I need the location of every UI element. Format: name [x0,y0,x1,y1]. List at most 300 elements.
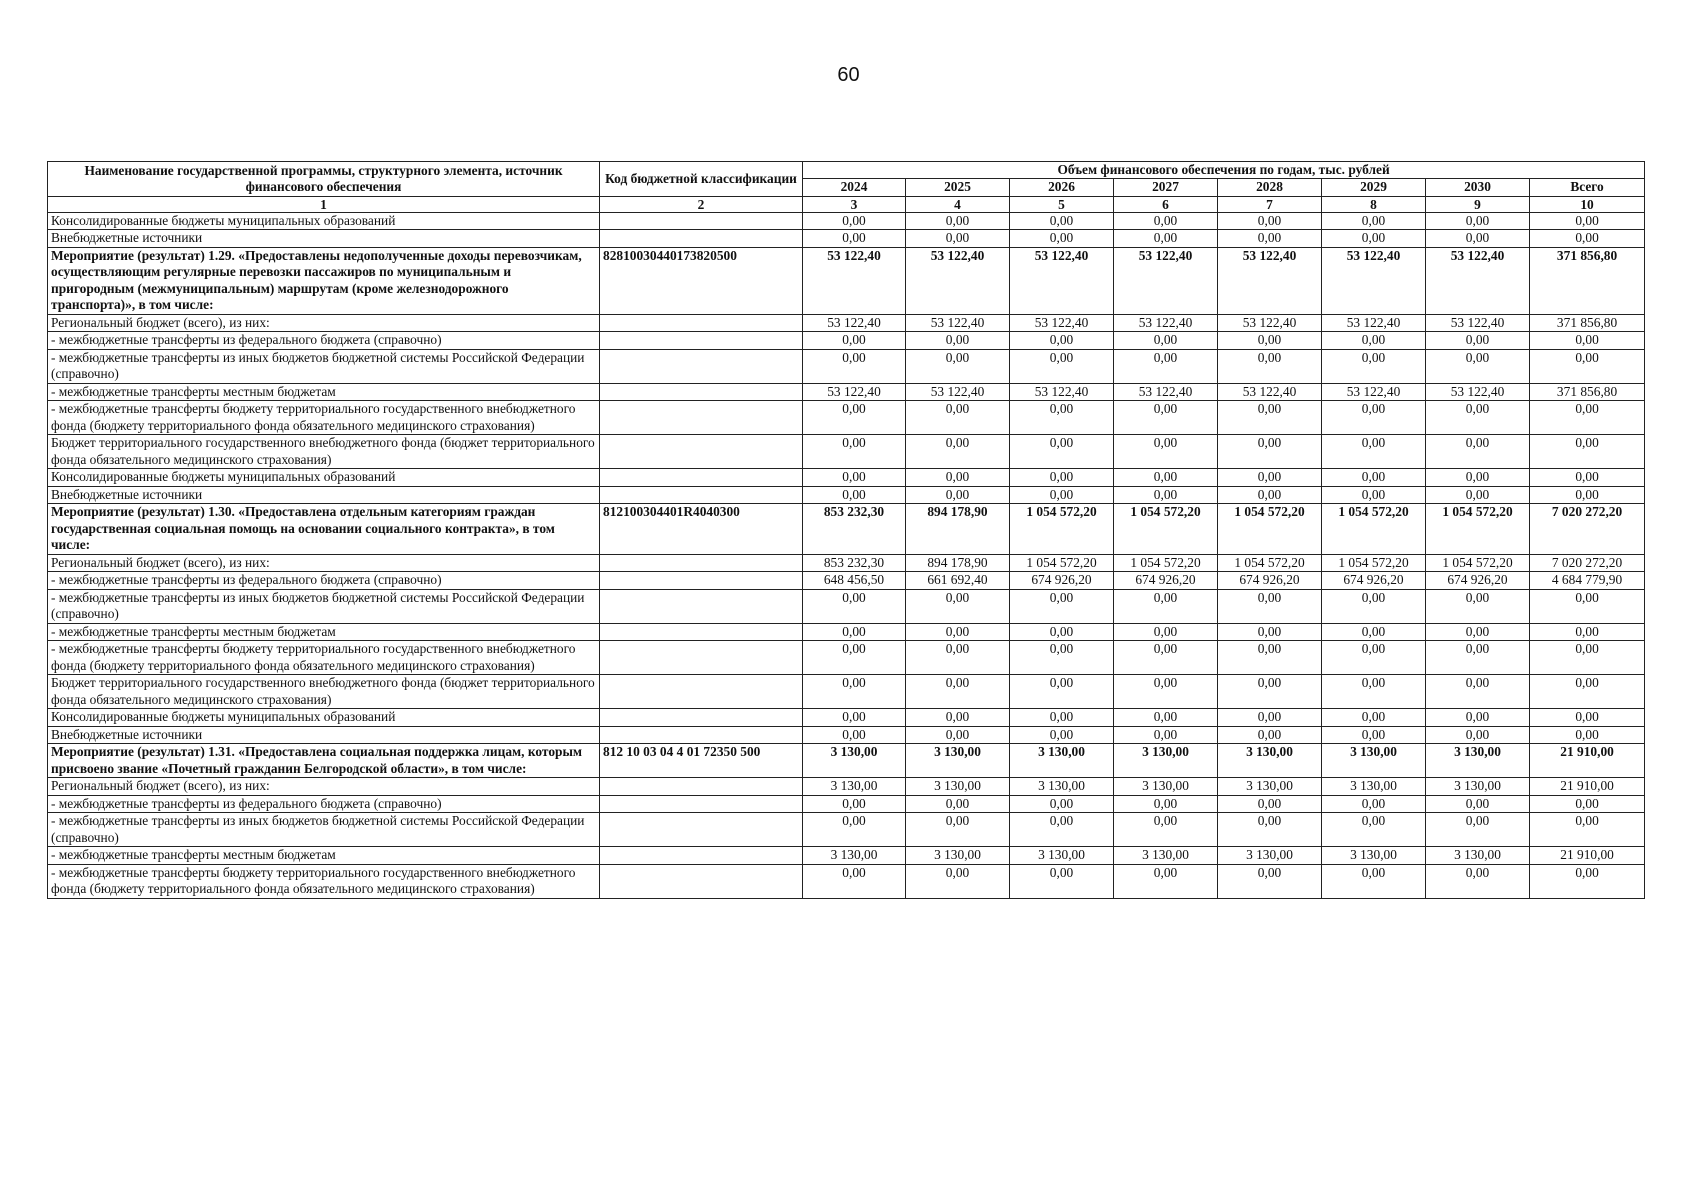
year-value-cell: 0,00 [906,709,1010,727]
year-value-cell: 0,00 [1322,332,1426,350]
header-total: Всего [1530,179,1645,197]
year-value-cell: 0,00 [1010,212,1114,230]
source-name-cell: - межбюджетные трансферты из иных бюджетов бюджетной системы Российской Федерации (справочно) [48,589,600,623]
budget-code-cell [600,641,803,675]
year-value-cell: 0,00 [1218,230,1322,248]
source-name-cell: Региональный бюджет (всего), из них: [48,554,600,572]
year-value-cell: 0,00 [1426,401,1530,435]
table-row [48,726,1645,744]
table-row [48,864,1645,898]
column-number: 1 [48,196,600,212]
year-value-cell: 53 122,40 [906,314,1010,332]
year-value-cell: 3 130,00 [1322,778,1426,796]
column-number: 10 [1530,196,1645,212]
total-value-cell: 0,00 [1530,349,1645,383]
budget-code-cell [600,726,803,744]
year-value-cell: 0,00 [906,435,1010,469]
budget-code-cell [600,435,803,469]
budget-code-cell [600,212,803,230]
total-value-cell: 0,00 [1530,230,1645,248]
year-value-cell: 0,00 [1218,675,1322,709]
year-value-cell: 0,00 [1322,641,1426,675]
year-value-cell: 53 122,40 [1322,383,1426,401]
year-value-cell: 53 122,40 [1114,314,1218,332]
year-value-cell: 0,00 [1010,486,1114,504]
year-value-cell: 0,00 [1426,641,1530,675]
year-value-cell: 0,00 [1114,864,1218,898]
total-value-cell: 0,00 [1530,641,1645,675]
year-value-cell: 0,00 [1426,589,1530,623]
table-row [48,623,1645,641]
year-value-cell: 0,00 [1010,401,1114,435]
financing-table-container [47,161,1644,899]
table-row [48,847,1645,865]
year-value-cell: 0,00 [1322,709,1426,727]
total-value-cell: 21 910,00 [1530,847,1645,865]
budget-code-cell [600,469,803,487]
year-value-cell: 3 130,00 [1114,847,1218,865]
year-value-cell: 0,00 [906,332,1010,350]
year-value-cell: 0,00 [1114,589,1218,623]
year-value-cell: 3 130,00 [1426,778,1530,796]
year-value-cell: 0,00 [906,813,1010,847]
total-value-cell: 0,00 [1530,486,1645,504]
table-row [48,383,1645,401]
source-name-cell: - межбюджетные трансферты местным бюджетам [48,623,600,641]
total-value-cell: 21 910,00 [1530,778,1645,796]
year-value-cell: 0,00 [1114,641,1218,675]
year-value-cell: 0,00 [1218,332,1322,350]
year-value-cell: 894 178,90 [906,554,1010,572]
year-value-cell: 0,00 [1218,589,1322,623]
year-value-cell: 0,00 [906,349,1010,383]
budget-code-cell [600,675,803,709]
budget-code-cell [600,554,803,572]
year-value-cell: 0,00 [1218,813,1322,847]
year-value-cell: 0,00 [803,349,906,383]
source-name-cell: Внебюджетные источники [48,486,600,504]
year-value-cell: 0,00 [1426,349,1530,383]
year-value-cell: 0,00 [1426,726,1530,744]
source-name-cell: - межбюджетные трансферты бюджету территориального государственного внебюджетного фонда (бюджету территориального фонда обязательного медицинского страхования) [48,864,600,898]
year-value-cell: 53 122,40 [1218,314,1322,332]
year-value-cell: 0,00 [1322,864,1426,898]
total-value-cell: 7 020 272,20 [1530,554,1645,572]
year-value-cell: 3 130,00 [1010,847,1114,865]
header-year: 2027 [1114,179,1218,197]
year-value-cell: 0,00 [1114,486,1218,504]
year-value-cell: 674 926,20 [1322,572,1426,590]
year-value-cell: 674 926,20 [1114,572,1218,590]
column-number: 6 [1114,196,1218,212]
year-value-cell: 0,00 [1010,469,1114,487]
year-value-cell: 0,00 [803,709,906,727]
year-value-cell: 0,00 [1426,332,1530,350]
year-value-cell: 3 130,00 [803,744,906,778]
year-value-cell: 0,00 [1114,332,1218,350]
source-name-cell: - межбюджетные трансферты из иных бюджетов бюджетной системы Российской Федерации (справочно) [48,813,600,847]
budget-code-cell [600,623,803,641]
year-value-cell: 3 130,00 [1114,744,1218,778]
year-value-cell: 648 456,50 [803,572,906,590]
total-value-cell: 0,00 [1530,864,1645,898]
year-value-cell: 0,00 [1010,864,1114,898]
year-value-cell: 0,00 [1426,435,1530,469]
year-value-cell: 0,00 [1322,486,1426,504]
column-number: 2 [600,196,803,212]
year-value-cell: 0,00 [1114,813,1218,847]
year-value-cell: 1 054 572,20 [1426,504,1530,555]
year-value-cell: 0,00 [1218,726,1322,744]
header-year: 2028 [1218,179,1322,197]
event-row [48,247,1645,314]
column-number: 8 [1322,196,1426,212]
year-value-cell: 3 130,00 [906,847,1010,865]
budget-code-cell: 812 10 03 04 4 01 72350 500 [600,744,803,778]
year-value-cell: 0,00 [1010,795,1114,813]
year-value-cell: 0,00 [1426,795,1530,813]
year-value-cell: 1 054 572,20 [1010,504,1114,555]
year-value-cell: 1 054 572,20 [1010,554,1114,572]
budget-code-cell [600,709,803,727]
year-value-cell: 53 122,40 [1322,314,1426,332]
source-name-cell: - межбюджетные трансферты из федерального бюджета (справочно) [48,332,600,350]
total-value-cell: 0,00 [1530,401,1645,435]
year-value-cell: 0,00 [1010,589,1114,623]
year-value-cell: 0,00 [1322,230,1426,248]
total-value-cell: 0,00 [1530,813,1645,847]
budget-code-cell: 82810030440173820500 [600,247,803,314]
year-value-cell: 0,00 [1114,675,1218,709]
year-value-cell: 0,00 [1426,486,1530,504]
event-row [48,744,1645,778]
year-value-cell: 53 122,40 [1218,247,1322,314]
event-row [48,504,1645,555]
budget-code-cell [600,486,803,504]
year-value-cell: 3 130,00 [1114,778,1218,796]
year-value-cell: 1 054 572,20 [1114,554,1218,572]
year-value-cell: 0,00 [1114,795,1218,813]
year-value-cell: 0,00 [906,623,1010,641]
source-name-cell: Консолидированные бюджеты муниципальных образований [48,709,600,727]
header-year: 2025 [906,179,1010,197]
year-value-cell: 0,00 [1426,623,1530,641]
financing-table [47,161,1645,899]
table-row [48,486,1645,504]
year-value-cell: 3 130,00 [1322,847,1426,865]
budget-code-cell [600,383,803,401]
year-value-cell: 0,00 [1322,212,1426,230]
year-value-cell: 3 130,00 [906,778,1010,796]
year-value-cell: 661 692,40 [906,572,1010,590]
source-name-cell: - межбюджетные трансферты из иных бюджетов бюджетной системы Российской Федерации (справочно) [48,349,600,383]
year-value-cell: 0,00 [1322,435,1426,469]
year-value-cell: 0,00 [906,401,1010,435]
year-value-cell: 3 130,00 [1218,847,1322,865]
header-year: 2029 [1322,179,1426,197]
year-value-cell: 0,00 [906,212,1010,230]
header-volume-column: Объем финансового обеспечения по годам, тыс. рублей [803,162,1645,179]
total-value-cell: 0,00 [1530,675,1645,709]
year-value-cell: 0,00 [803,435,906,469]
year-value-cell: 0,00 [1218,401,1322,435]
year-value-cell: 0,00 [1322,795,1426,813]
year-value-cell: 0,00 [906,675,1010,709]
header-name-column: Наименование государственной программы, структурного элемента, источник финансового обеспечения [48,162,600,197]
table-row [48,314,1645,332]
source-name-cell: Внебюджетные источники [48,726,600,744]
budget-code-cell [600,572,803,590]
table-row [48,709,1645,727]
year-value-cell: 0,00 [1010,641,1114,675]
year-value-cell: 0,00 [1322,675,1426,709]
year-value-cell: 0,00 [1010,349,1114,383]
year-value-cell: 0,00 [1322,469,1426,487]
year-value-cell: 3 130,00 [803,778,906,796]
source-name-cell: Региональный бюджет (всего), из них: [48,314,600,332]
source-name-cell: - межбюджетные трансферты бюджету территориального государственного внебюджетного фонда (бюджету территориального фонда обязательного медицинского страхования) [48,641,600,675]
table-row [48,212,1645,230]
year-value-cell: 0,00 [1010,675,1114,709]
source-name-cell: - межбюджетные трансферты бюджету территориального государственного внебюджетного фонда (бюджету территориального фонда обязательного медицинского страхования) [48,401,600,435]
table-row [48,401,1645,435]
budget-code-cell [600,795,803,813]
table-row [48,469,1645,487]
year-value-cell: 0,00 [803,675,906,709]
year-value-cell: 0,00 [1218,486,1322,504]
budget-code-cell [600,864,803,898]
header-year: 2030 [1426,179,1530,197]
source-name-cell: Региональный бюджет (всего), из них: [48,778,600,796]
year-value-cell: 0,00 [1010,623,1114,641]
column-number: 3 [803,196,906,212]
column-number: 7 [1218,196,1322,212]
total-value-cell: 371 856,80 [1530,314,1645,332]
year-value-cell: 53 122,40 [803,247,906,314]
total-value-cell: 7 020 272,20 [1530,504,1645,555]
year-value-cell: 53 122,40 [906,383,1010,401]
table-row [48,349,1645,383]
year-value-cell: 0,00 [1010,726,1114,744]
year-value-cell: 0,00 [1426,469,1530,487]
table-row [48,230,1645,248]
year-value-cell: 0,00 [1322,401,1426,435]
year-value-cell: 0,00 [1218,469,1322,487]
year-value-cell: 3 130,00 [1426,847,1530,865]
year-value-cell: 0,00 [803,589,906,623]
year-value-cell: 3 130,00 [1010,778,1114,796]
table-row [48,572,1645,590]
year-value-cell: 0,00 [1114,349,1218,383]
year-value-cell: 53 122,40 [906,247,1010,314]
year-value-cell: 1 054 572,20 [1114,504,1218,555]
year-value-cell: 0,00 [1218,795,1322,813]
total-value-cell: 0,00 [1530,623,1645,641]
header-code-column: Код бюджетной классификации [600,162,803,197]
column-number: 5 [1010,196,1114,212]
year-value-cell: 0,00 [1218,435,1322,469]
year-value-cell: 3 130,00 [1426,744,1530,778]
year-value-cell: 0,00 [1322,813,1426,847]
budget-code-cell [600,230,803,248]
year-value-cell: 0,00 [1218,623,1322,641]
year-value-cell: 0,00 [803,332,906,350]
budget-code-cell [600,589,803,623]
year-value-cell: 0,00 [1010,435,1114,469]
year-value-cell: 3 130,00 [1010,744,1114,778]
year-value-cell: 0,00 [1218,349,1322,383]
year-value-cell: 0,00 [803,623,906,641]
year-value-cell: 0,00 [1114,623,1218,641]
year-value-cell: 3 130,00 [1218,778,1322,796]
year-value-cell: 3 130,00 [1218,744,1322,778]
year-value-cell: 0,00 [803,813,906,847]
year-value-cell: 53 122,40 [1114,247,1218,314]
source-name-cell: - межбюджетные трансферты местным бюджетам [48,847,600,865]
year-value-cell: 0,00 [906,589,1010,623]
year-value-cell: 0,00 [803,212,906,230]
year-value-cell: 0,00 [803,401,906,435]
table-row [48,641,1645,675]
year-value-cell: 0,00 [803,864,906,898]
header-year: 2026 [1010,179,1114,197]
total-value-cell: 371 856,80 [1530,247,1645,314]
year-value-cell: 0,00 [906,864,1010,898]
budget-code-cell [600,349,803,383]
year-value-cell: 0,00 [1114,435,1218,469]
year-value-cell: 53 122,40 [1218,383,1322,401]
year-value-cell: 1 054 572,20 [1322,504,1426,555]
table-row [48,332,1645,350]
year-value-cell: 674 926,20 [1426,572,1530,590]
year-value-cell: 0,00 [1218,212,1322,230]
total-value-cell: 0,00 [1530,589,1645,623]
table-row [48,813,1645,847]
year-value-cell: 0,00 [803,230,906,248]
year-value-cell: 0,00 [1114,726,1218,744]
source-name-cell: Консолидированные бюджеты муниципальных образований [48,212,600,230]
year-value-cell: 0,00 [1426,709,1530,727]
year-value-cell: 0,00 [803,486,906,504]
event-name-cell: Мероприятие (результат) 1.30. «Предоставлена отдельным категориям граждан государственная социальная помощь на основании социального контракта», в том числе: [48,504,600,555]
year-value-cell: 674 926,20 [1218,572,1322,590]
column-number: 9 [1426,196,1530,212]
year-value-cell: 0,00 [1426,230,1530,248]
total-value-cell: 0,00 [1530,795,1645,813]
year-value-cell: 0,00 [803,726,906,744]
year-value-cell: 0,00 [1426,813,1530,847]
year-value-cell: 853 232,30 [803,554,906,572]
source-name-cell: Бюджет территориального государственного внебюджетного фонда (бюджет территориального фонда обязательного медицинского страхования) [48,435,600,469]
header-year: 2024 [803,179,906,197]
year-value-cell: 1 054 572,20 [1322,554,1426,572]
budget-code-cell [600,778,803,796]
total-value-cell: 4 684 779,90 [1530,572,1645,590]
year-value-cell: 3 130,00 [1322,744,1426,778]
year-value-cell: 1 054 572,20 [1426,554,1530,572]
year-value-cell: 0,00 [1426,675,1530,709]
year-value-cell: 0,00 [1010,709,1114,727]
year-value-cell: 894 178,90 [906,504,1010,555]
source-name-cell: - межбюджетные трансферты из федерального бюджета (справочно) [48,795,600,813]
year-value-cell: 0,00 [1010,813,1114,847]
year-value-cell: 53 122,40 [803,383,906,401]
budget-code-cell [600,314,803,332]
total-value-cell: 0,00 [1530,726,1645,744]
budget-code-cell [600,813,803,847]
year-value-cell: 0,00 [1114,469,1218,487]
year-value-cell: 0,00 [1426,212,1530,230]
year-value-cell: 0,00 [906,230,1010,248]
year-value-cell: 0,00 [803,641,906,675]
year-value-cell: 0,00 [906,795,1010,813]
total-value-cell: 0,00 [1530,435,1645,469]
event-name-cell: Мероприятие (результат) 1.29. «Предоставлены недополученные доходы перевозчикам, осуществляющим регулярные перевозки пассажиров по муниципальным и пригородным (межмуниципальным) маршрутам (кроме железнодорожного транспорта)», в том числе: [48,247,600,314]
year-value-cell: 0,00 [1322,589,1426,623]
source-name-cell: Бюджет территориального государственного внебюджетного фонда (бюджет территориального фонда обязательного медицинского страхования) [48,675,600,709]
event-name-cell: Мероприятие (результат) 1.31. «Предоставлена социальная поддержка лицам, которым присвоено звание «Почетный гражданин Белгородской области», в том числе: [48,744,600,778]
column-number: 4 [906,196,1010,212]
year-value-cell: 53 122,40 [803,314,906,332]
year-value-cell: 53 122,40 [1010,314,1114,332]
total-value-cell: 0,00 [1530,332,1645,350]
table-row [48,675,1645,709]
year-value-cell: 0,00 [906,469,1010,487]
year-value-cell: 53 122,40 [1322,247,1426,314]
year-value-cell: 0,00 [1426,864,1530,898]
year-value-cell: 0,00 [906,486,1010,504]
table-body [48,212,1645,898]
table-row [48,778,1645,796]
source-name-cell: Консолидированные бюджеты муниципальных образований [48,469,600,487]
year-value-cell: 0,00 [1322,726,1426,744]
year-value-cell: 0,00 [1322,623,1426,641]
total-value-cell: 371 856,80 [1530,383,1645,401]
year-value-cell: 0,00 [1010,230,1114,248]
source-name-cell: Внебюджетные источники [48,230,600,248]
year-value-cell: 0,00 [1114,212,1218,230]
table-row [48,589,1645,623]
year-value-cell: 53 122,40 [1114,383,1218,401]
budget-code-cell [600,332,803,350]
year-value-cell: 0,00 [1114,401,1218,435]
year-value-cell: 853 232,30 [803,504,906,555]
budget-code-cell [600,847,803,865]
year-value-cell: 0,00 [803,795,906,813]
year-value-cell: 0,00 [906,641,1010,675]
year-value-cell: 1 054 572,20 [1218,504,1322,555]
year-value-cell: 0,00 [1114,230,1218,248]
table-row [48,435,1645,469]
year-value-cell: 53 122,40 [1426,247,1530,314]
year-value-cell: 53 122,40 [1426,383,1530,401]
year-value-cell: 53 122,40 [1426,314,1530,332]
year-value-cell: 0,00 [1218,641,1322,675]
page-number: 60 [837,64,860,86]
budget-code-cell: 812100304401R4040300 [600,504,803,555]
total-value-cell: 21 910,00 [1530,744,1645,778]
total-value-cell: 0,00 [1530,709,1645,727]
year-value-cell: 0,00 [1114,709,1218,727]
year-value-cell: 674 926,20 [1010,572,1114,590]
year-value-cell: 0,00 [1322,349,1426,383]
year-value-cell: 0,00 [803,469,906,487]
year-value-cell: 0,00 [1010,332,1114,350]
source-name-cell: - межбюджетные трансферты местным бюджетам [48,383,600,401]
table-row [48,795,1645,813]
year-value-cell: 1 054 572,20 [1218,554,1322,572]
year-value-cell: 3 130,00 [906,744,1010,778]
